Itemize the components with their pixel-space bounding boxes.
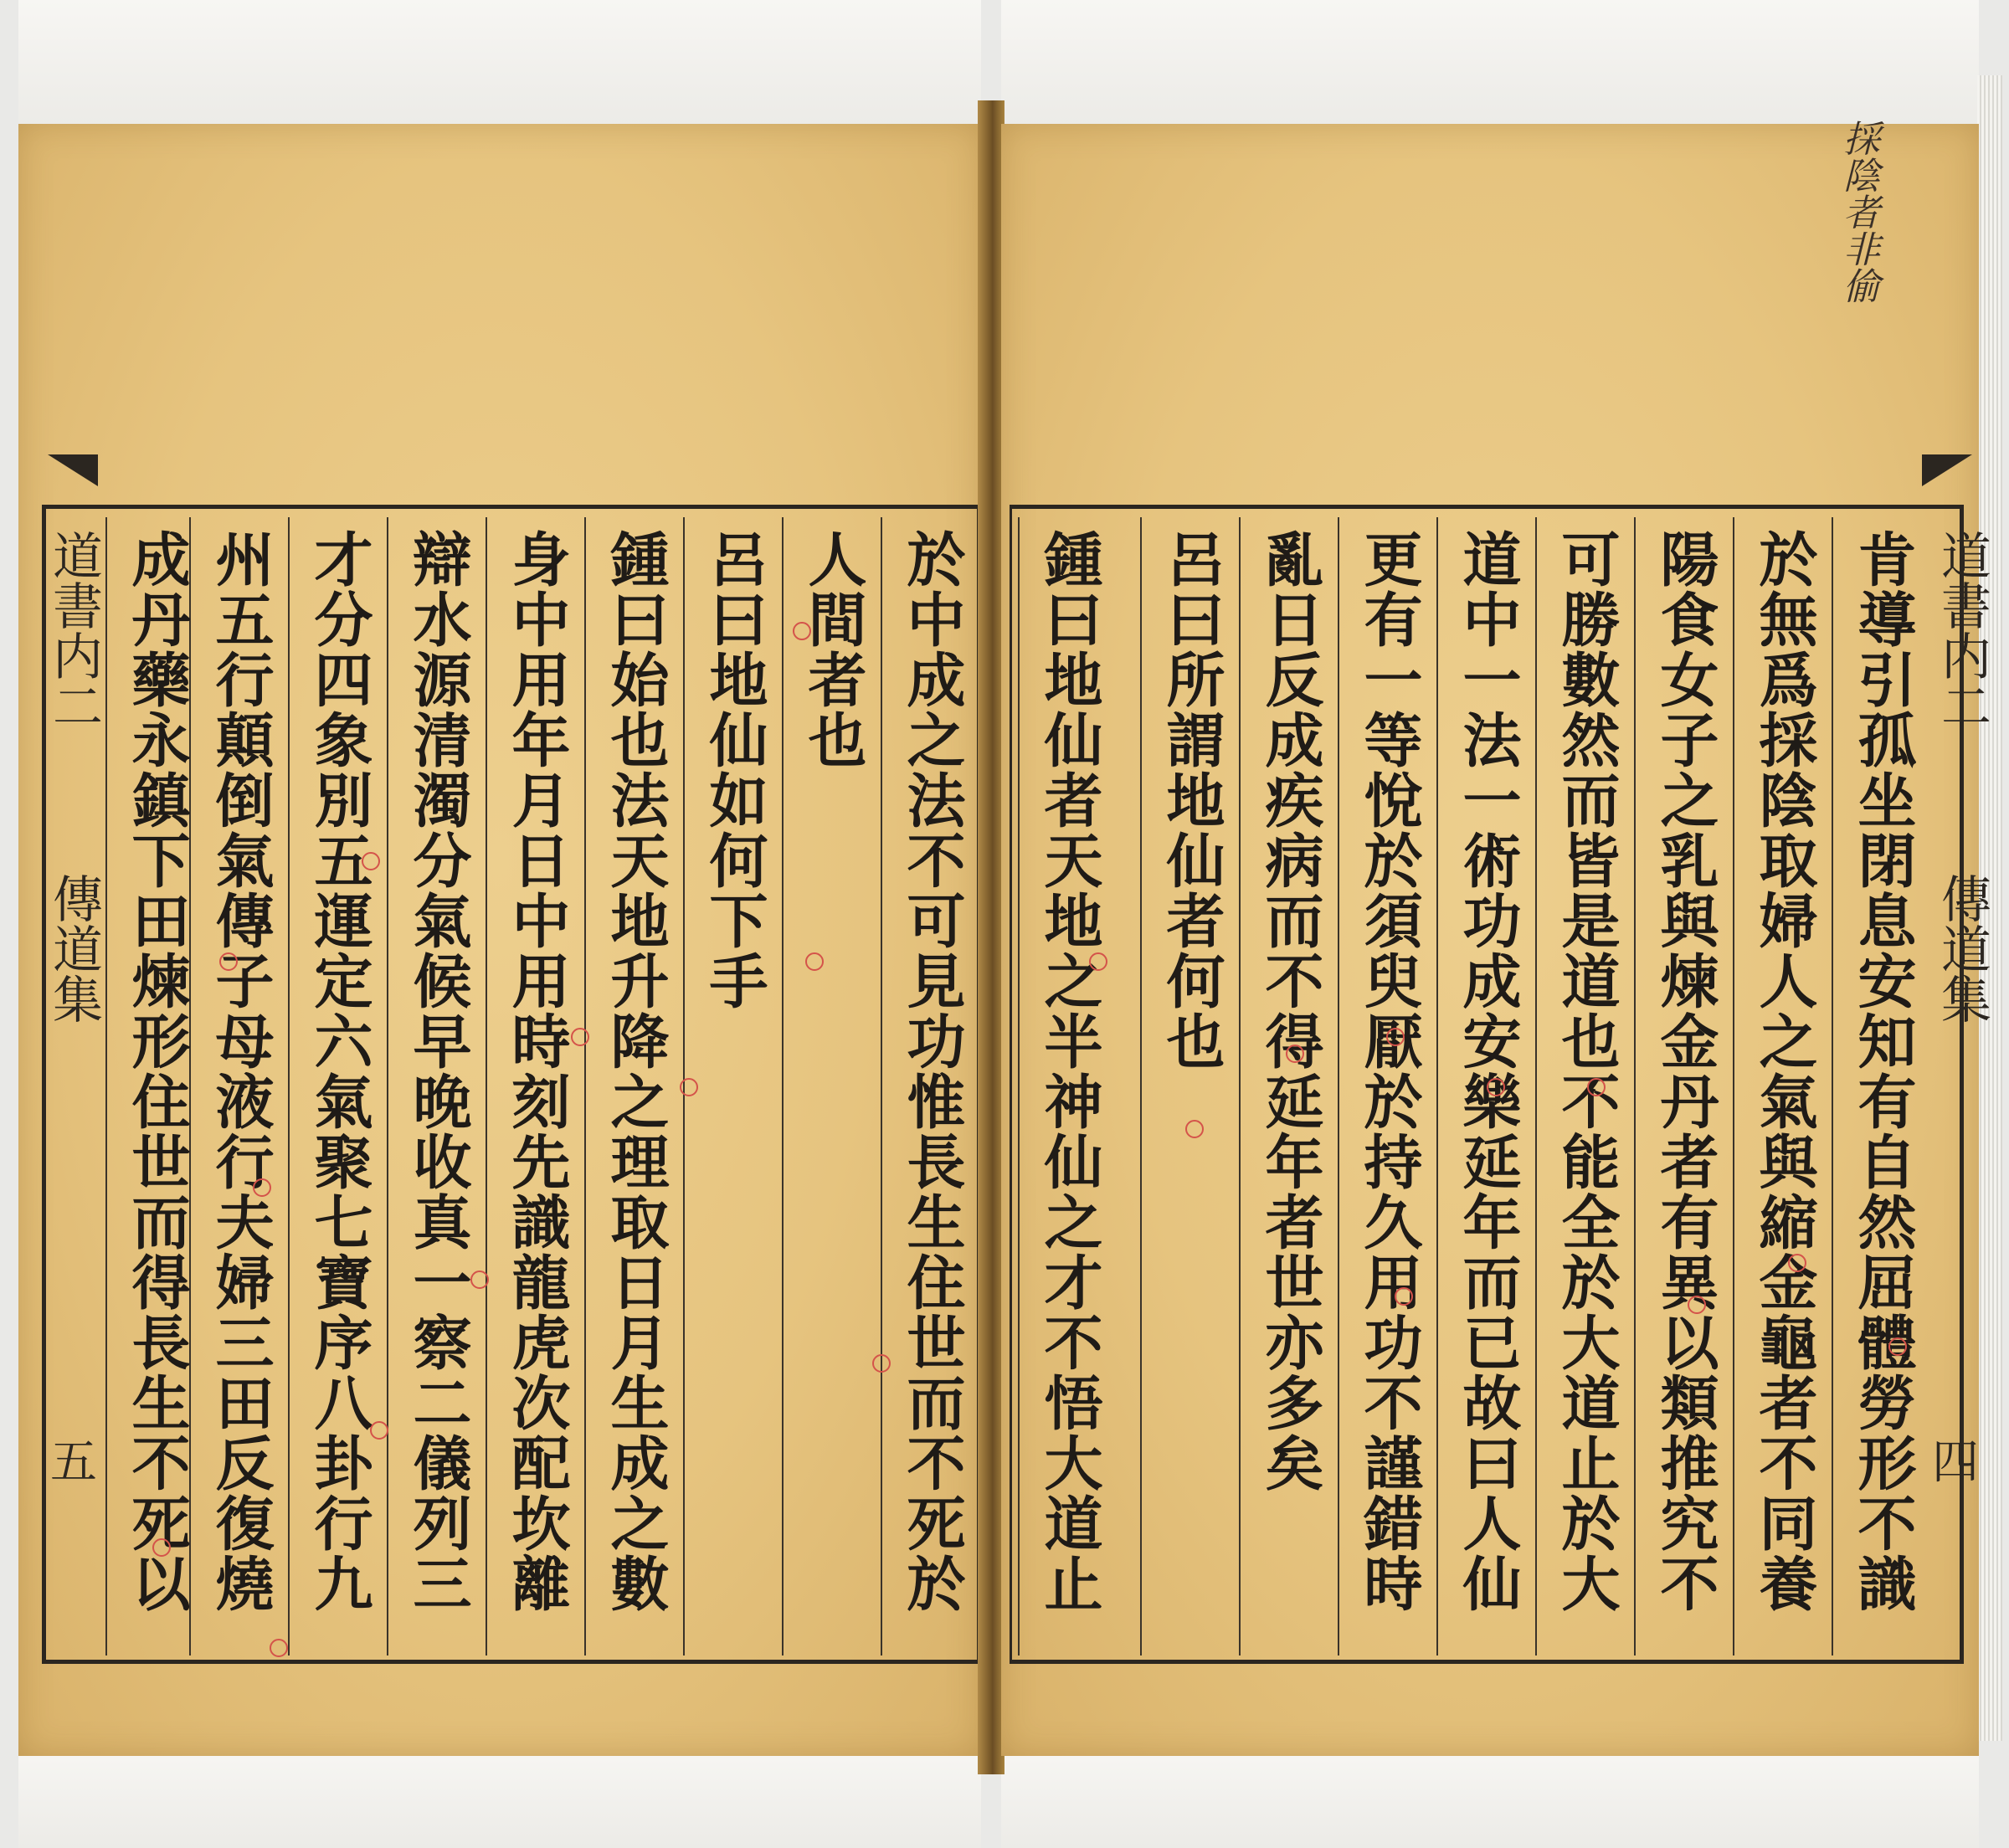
left-fish-tail [48, 454, 98, 486]
left-page [18, 124, 981, 1756]
right-flyleaf [1001, 0, 1979, 126]
right-column-7-text: 亂日反成疾病而不得延年者世亦多矣 [1256, 529, 1325, 1493]
right-column-2-text: 於無爲採陰取婦人之氣與縮金龜者不同養 [1750, 529, 1819, 1614]
red-mark [152, 1538, 171, 1557]
right-column-4 [1535, 517, 1634, 1656]
right-column-4-text: 可勝數然而皆是道也不能全於大道止於大 [1552, 529, 1621, 1614]
right-column-8-text: 呂曰所謂地仙者何也 [1157, 529, 1226, 1071]
red-mark [219, 952, 238, 971]
right-banxin-title: 道書内二 [1933, 530, 1991, 731]
left-column-2 [782, 517, 881, 1656]
red-mark [1386, 1028, 1405, 1046]
right-page [1001, 120, 1991, 1756]
left-banxin-title: 道書内二 [44, 530, 103, 731]
right-column-5-text: 道中一法一術功成安樂延年而已故曰人仙 [1453, 529, 1523, 1614]
red-mark [1395, 1287, 1413, 1306]
right-column-2 [1733, 517, 1832, 1656]
handwritten-margin-note: 採陰者非偷 [1837, 120, 1879, 304]
red-mark [1286, 1045, 1304, 1063]
left-column-9-text: 成丹藥永鎮下田煉形住世而得長生不死以 [122, 529, 192, 1614]
right-column-1 [1832, 517, 1930, 1656]
right-column-3 [1634, 517, 1733, 1656]
right-column-3-text: 陽食女子之乳與煉金丹者有異以類推究不 [1651, 529, 1720, 1614]
red-mark [680, 1078, 698, 1096]
left-column-4-text: 鍾曰始也法天地升降之理取日月生成之數 [601, 529, 671, 1614]
left-column-8-text: 州五行顛倒氣傳子母液行夫婦三田反復燒 [206, 529, 275, 1614]
right-column-7 [1239, 517, 1338, 1656]
red-mark [362, 852, 380, 870]
red-mark [571, 1028, 589, 1046]
red-mark [805, 952, 824, 971]
left-column-7 [288, 517, 387, 1656]
right-column-1-text: 肯導引孤坐閉息安知有自然屈體勞形不識 [1848, 529, 1918, 1614]
red-mark [1089, 952, 1107, 971]
right-column-9-text: 鍾曰地仙者天地之半神仙之才不悟大道止 [1035, 529, 1104, 1614]
red-mark [470, 1270, 489, 1289]
red-mark [270, 1639, 288, 1657]
left-bottom-flyleaf [18, 1749, 981, 1848]
left-folio: 五 [50, 1435, 97, 1490]
left-column-1-text: 於中成之法不可見功惟長生住世而不死於 [897, 529, 967, 1614]
right-column-8 [1140, 517, 1239, 1656]
left-banxin-subtitle: 傳道集 [44, 873, 103, 1024]
red-mark [1587, 1078, 1606, 1096]
right-column-6-text: 更有一等悅於須臾厭於持久用功不謹錯時 [1354, 529, 1424, 1614]
right-column-6 [1338, 517, 1436, 1656]
red-mark [253, 1178, 271, 1197]
right-column-5 [1436, 517, 1535, 1656]
left-column-3-text: 呂曰地仙如何下手 [700, 529, 769, 1011]
left-flyleaf [18, 0, 981, 126]
right-banxin [1932, 505, 1992, 1664]
red-mark [1185, 1120, 1204, 1138]
left-column-2-text: 人間者也 [799, 529, 868, 770]
red-mark [1487, 1078, 1505, 1096]
left-column-5 [486, 517, 584, 1656]
right-fish-tail [1922, 454, 1972, 486]
left-column-7-text: 才分四象別五運定六氣聚七寶序八卦行九 [305, 529, 374, 1614]
right-bottom-flyleaf [1001, 1749, 1979, 1848]
red-mark [1788, 1254, 1806, 1272]
right-banxin-subtitle: 傳道集 [1933, 873, 1991, 1024]
right-column-9 [1018, 517, 1140, 1656]
left-column-4 [584, 517, 683, 1656]
red-mark [370, 1421, 388, 1440]
left-banxin [44, 505, 104, 1664]
left-column-9 [105, 517, 192, 1656]
left-column-5-text: 身中用年月日中用時刻先識龍虎次配坎離 [502, 529, 572, 1614]
left-column-1 [881, 517, 979, 1656]
left-column-6-text: 辯水源清濁分氣候早晚收真一察二儀列三 [403, 529, 473, 1614]
left-column-6 [387, 517, 486, 1656]
red-mark [1888, 1337, 1907, 1356]
red-mark [872, 1354, 891, 1373]
red-mark [793, 622, 811, 640]
right-folio: 四 [1932, 1435, 1979, 1490]
red-mark [1688, 1296, 1706, 1314]
